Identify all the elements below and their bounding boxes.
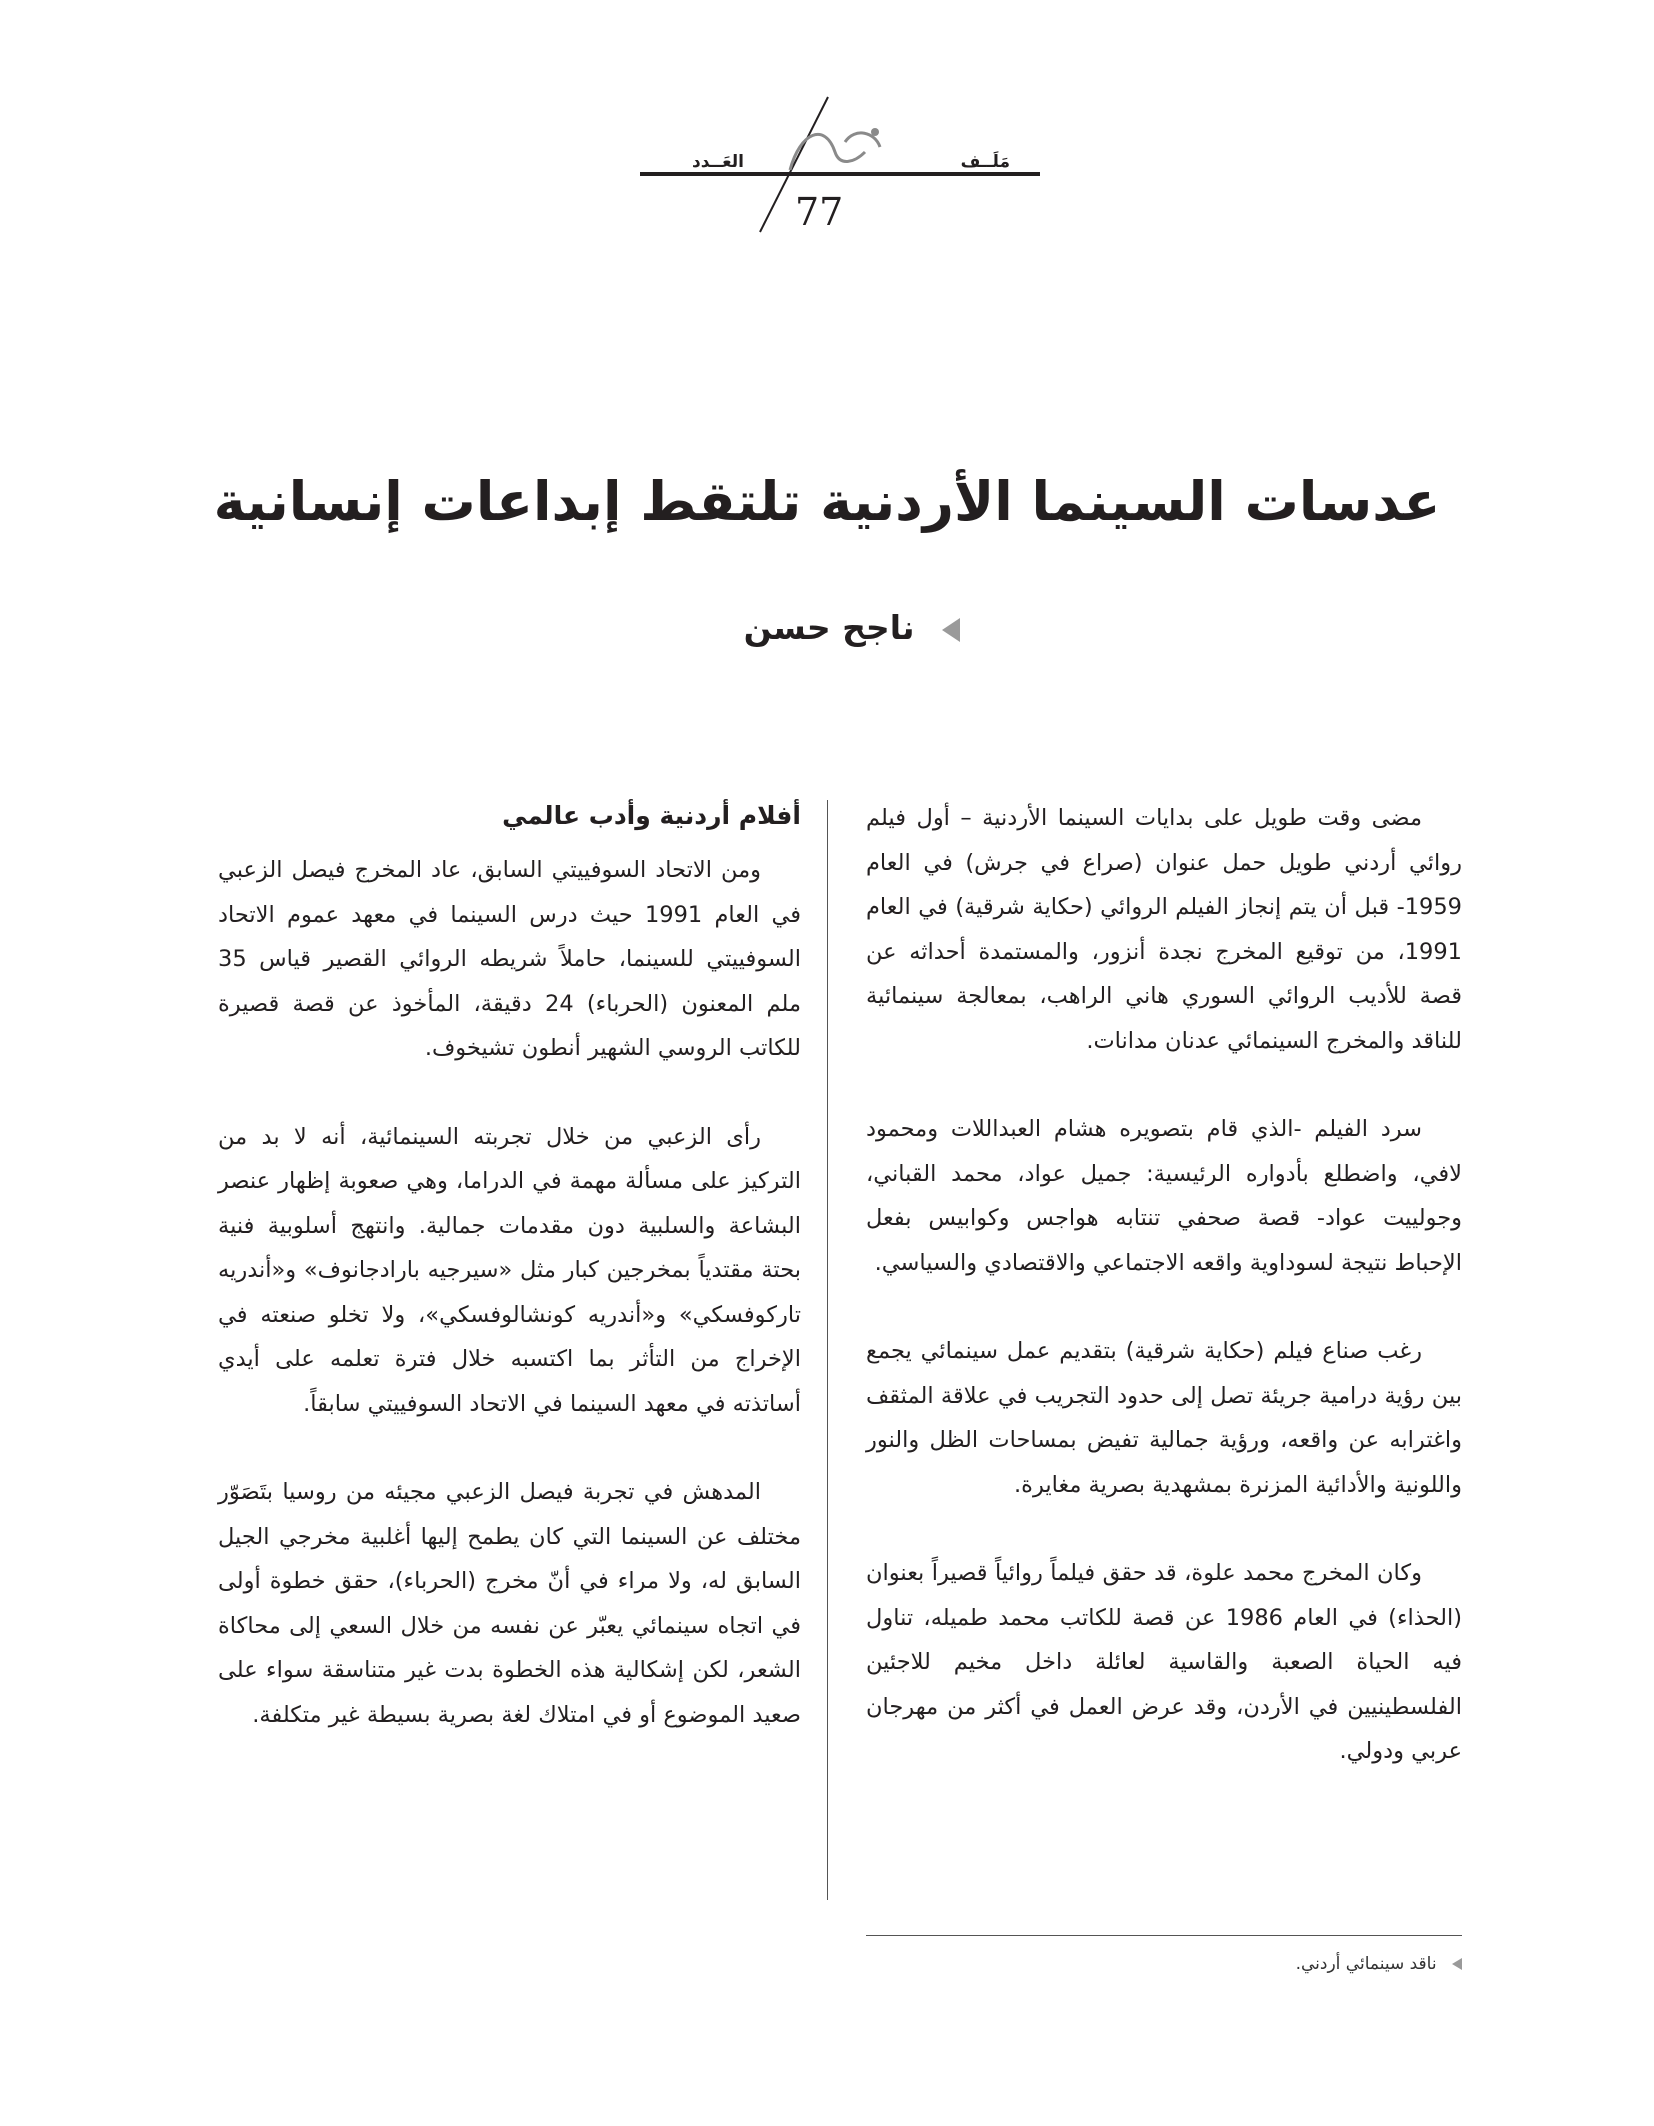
- paragraph: وكان المخرج محمد علوة، قد حقق فيلماً روائياً قصيراً بعنوان (الحذاء) في العام 1986 عن قصة للكاتب محمد طميله، تناول فيه الحياة الصعبة والقاسية لعائلة داخل مخيم للاجئين الفلسطينيين في الأردن، وقد عرض العمل في أكثر من مهرجان عربي ودولي.: [866, 1560, 1462, 1764]
- column-divider: [827, 800, 828, 1900]
- triangle-marker-icon: [942, 618, 960, 642]
- paragraph: سرد الفيلم -الذي قام بتصويره هشام العبداللات ومحمود لافي، واضطلع بأدواره الرئيسية: جميل عواد، محمد القباني، وجولييت عواد- قصة صحفي تنتابه هواجس وكوابيس بفعل الإحباط نتيجة لسوداوية واقعه الاجتماعي والاقتصادي والسياسي.: [866, 1116, 1462, 1276]
- paragraph: ومن الاتحاد السوفييتي السابق، عاد المخرج فيصل الزعبي في العام 1991 حيث درس السينما في معهد عموم الاتحاد السوفييتي للسينما، حاملاً شريطه الروائي القصير قياس 35 ملم المعنون (الحرباء) 24 دقيقة، المأخوذ عن قصة قصيرة للكاتب الروسي الشهير أنطون تشيخوف.: [218, 857, 802, 1061]
- article-title: عدسات السينما الأردنية تلتقط إبداعات إنسانية: [213, 470, 1441, 533]
- author-line: [700, 608, 960, 647]
- section-heading: أفلام أردنية وأدب عالمي: [502, 801, 801, 830]
- paragraph: رأى الزعبي من خلال تجربته السينمائية، أنه لا بد من التركيز على مسألة مهمة في الدراما، وهي صعوبة إظهار عنصر البشاعة والسلبية دون مقدمات جمالية. وانتهج أسلوبية فنية بحتة مقتدياً بمخرجين كبار مثل «سيرجيه بارادجانوف» و«أندريه تاركوفسكي» و«أندريه كونشالوفسكي»، ولا تخلو صنعته في الإخراج من التأثر بما اكتسبه خلال فترة تعلمه على أيدي أساتذته في معهد السينما في الاتحاد السوفييتي سابقاً.: [218, 1123, 801, 1417]
- header-label-issue: العَــدد: [692, 152, 744, 172]
- header-label-file: مَلَــف: [960, 152, 1010, 172]
- footnote: [1200, 1954, 1462, 1974]
- triangle-marker-icon: [1452, 1958, 1462, 1970]
- paragraph: مضى وقت طويل على بدايات السينما الأردنية – أول فيلم روائي أردني طويل حمل عنوان (صراع في جرش) في العام 1959- قبل أن يتم إنجاز الفيلم الروائي (حكاية شرقية) في العام 1991، من توقيع المخرج نجدة أنزور، والمستمدة أحداثه عن قصة للأديب الروائي السوري هاني الراهب، بمعالجة سينمائية للناقد والمخرج السينمائي عدنان مدانات.: [866, 805, 1462, 1054]
- page-number: 77: [795, 190, 844, 234]
- left-column: [218, 796, 801, 1781]
- right-column: [866, 796, 1462, 1818]
- footnote-text: ناقد سينمائي أردني.: [1295, 1954, 1437, 1974]
- paragraph: رغب صناع فيلم (حكاية شرقية) بتقديم عمل سينمائي يجمع بين رؤية درامية جريئة تصل إلى حدود التجريب في علاقة المثقف واغترابه عن واقعه، ورؤية جمالية تفيض بمساحات الظل والنور واللونية والأدائية المزنرة بمشهدية بصرية مغايرة.: [866, 1338, 1462, 1498]
- author-name: ناجح حسن: [743, 608, 915, 647]
- paragraph: المدهش في تجربة فيصل الزعبي مجيئه من روسيا بتَصَوّر مختلف عن السينما التي كان يطمح إليها أغلبية مخرجي الجيل السابق له، ولا مراء في أنّ مخرج (الحرباء)، حقق خطوة أولى في اتجاه سينمائي يعبّر عن نفسه من خلال السعي إلى محاكاة الشعر، لكن إشكالية هذه الخطوة بدت غير متناسقة سواء على صعيد الموضوع أو في امتلاك لغة بصرية بسيطة غير متكلفة.: [218, 1479, 801, 1728]
- footnote-divider: [866, 1935, 1462, 1936]
